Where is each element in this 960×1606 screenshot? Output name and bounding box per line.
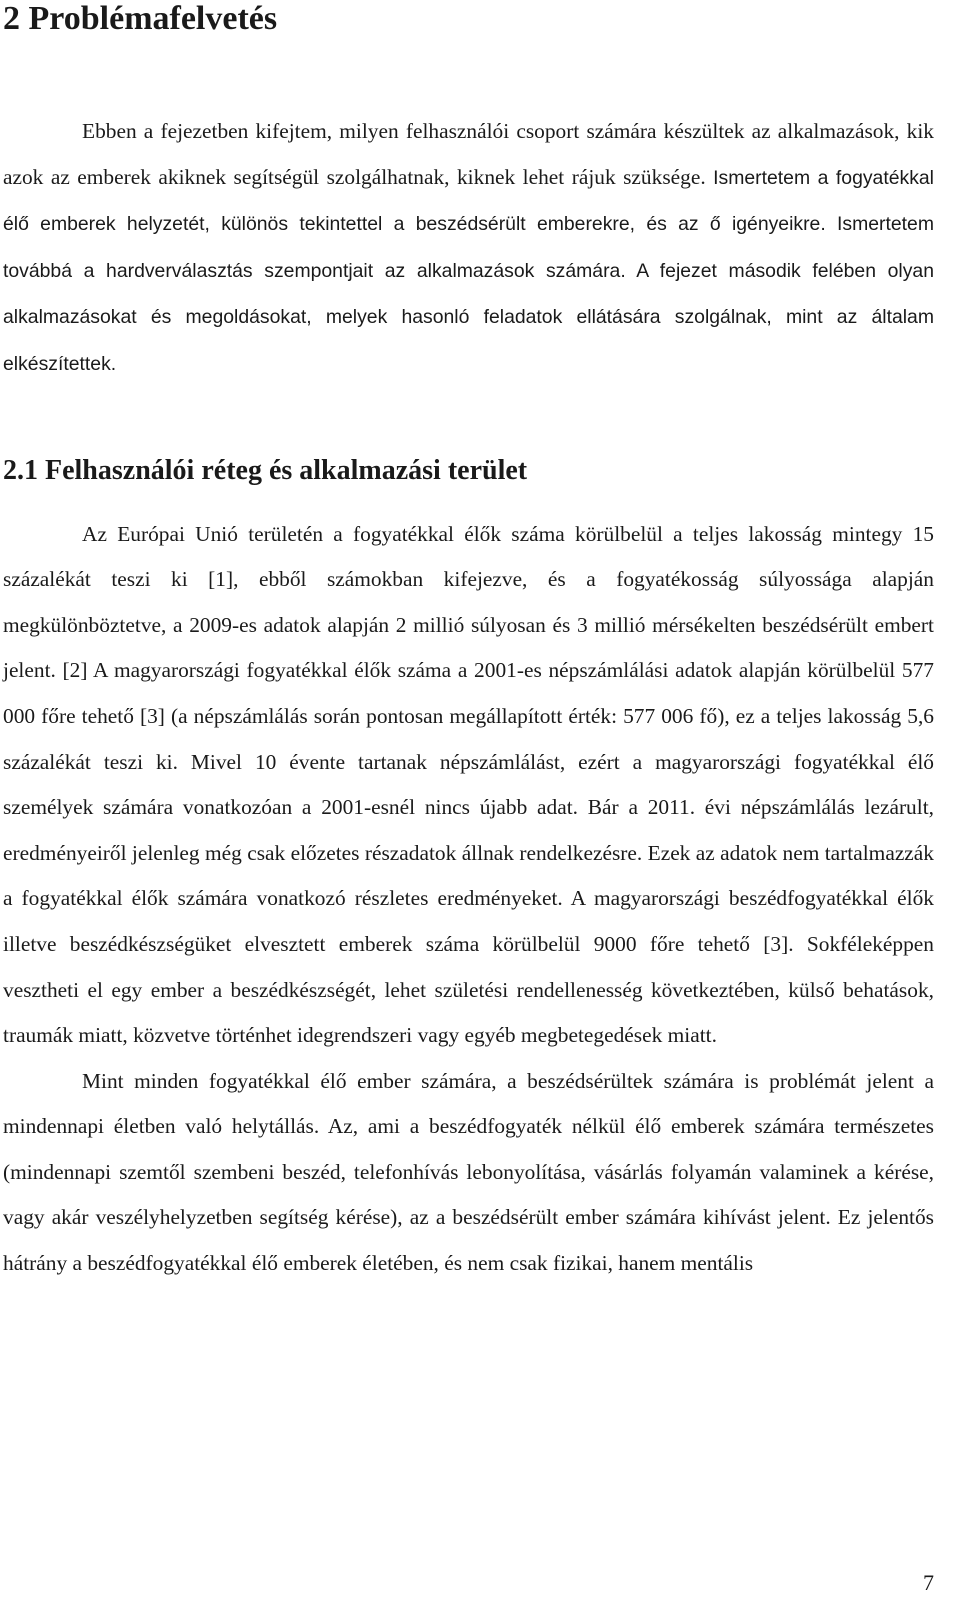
chapter-intro-part1: Ebben a fejezetben kifejtem, milyen felhasználói csoport számára készültek az alkalmazások, kik azok az emberek akiknek segítségül szolgálhatnak, kiknek lehet rájuk szüksége. xyxy=(3,119,934,189)
chapter-title: 2 Problémafelvetés xyxy=(3,0,278,37)
chapter-intro-paragraph xyxy=(3,109,934,388)
section-paragraph-1: Az Európai Unió területén a fogyatékkal élők száma körülbelül a teljes lakosság mintegy 15 százalékát teszi ki [1], ebből számokban kifejezve, és a fogyatékosság súlyossága alapján megkülönböztetve, a 2009-es adatok alapján 2 millió súlyosan és 3 millió mérsékelten beszédsérült embert jelent. [2] A magyarországi fogyatékkal élők száma a 2001-es népszámlálási adatok alapján körülbelül 577 000 főre tehető [3] (a népszámlálás során pontosan megállapított érték: 577 006 fő), ez a teljes lakosság 5,6 százalékát teszi ki. Mivel 10 évente tartanak népszámlálást, ezért a magyarországi fogyatékkal élő személyek számára vonatkozóan a 2001-esnél nincs újabb adat. Bár a 2011. évi népszámlálás lezárult, eredményeiről jelenleg még csak előzetes részadatok állnak rendelkezésre. Ezek az adatok nem tartalmazzák a fogyatékkal élők számára vonatkozó részletes eredményeket. A magyarországi beszédfogyatékkal élők illetve beszédkészségüket elvesztett emberek száma körülbelül 9000 főre tehető [3]. Sokféleképpen vesztheti el egy ember a beszédkészségét, lehet születési rendellenesség következtében, külső behatások, traumák miatt, közvetve történhet idegrendszeri vagy egyéb megbetegedések miatt. xyxy=(3,521,934,1048)
section-title: 2.1 Felhasználói réteg és alkalmazási terület xyxy=(3,454,528,486)
chapter-intro-part2: Ismertetem a fogyatékkal élő emberek helyzetét, különös tekintettel a beszédsérült emberekre, és az ő igényeikre. Ismertetem továbbá a hardverválasztás szempontjait az alkalmazások számára. A fejezet második felében olyan alkalmazásokat és megoldásokat, melyek hasonló feladatok ellátására szolgálnak, mint az általam elkészítettek. xyxy=(3,166,934,375)
document-page xyxy=(3,0,934,1287)
section-paragraph-2: Mint minden fogyatékkal élő ember számára, a beszédsérültek számára is problémát jelent a mindennapi életben való helytállás. Az, ami a beszédfogyaték nélkül élő emberek számára természetes (mindennapi szemtől szembeni beszéd, telefonhívás lebonyolítása, vásárlás folyamán valaminek a kérése, vagy akár veszélyhelyzetben segítség kérése), az a beszédsérült ember számára kihívást jelent. Ez jelentős hátrány a beszédfogyatékkal élő emberek életében, és nem csak fizikai, hanem mentális xyxy=(3,1068,934,1276)
page-number: 7 xyxy=(923,1570,934,1595)
